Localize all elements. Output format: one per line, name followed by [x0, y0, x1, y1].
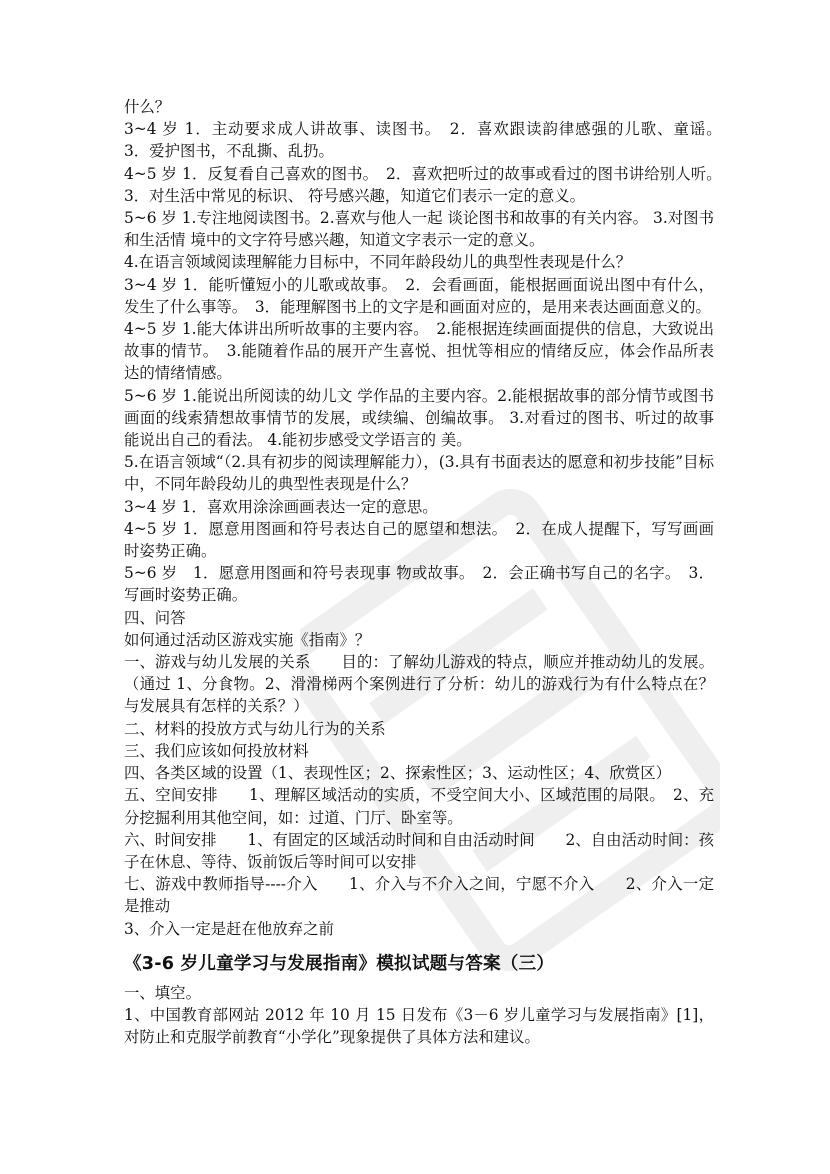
qa-item-7: 七、游戏中教师指导----介入 1、介入与不介入之间，宁愿不介入 2、介入一定是推动 — [124, 875, 714, 916]
qa-item-6: 六、时间安排 1、有固定的区域活动时间和自由活动时间 2、自由活动时间：孩子在休息、等待、饭前饭后等时间可以安排 — [124, 830, 714, 871]
qa-item-4: 四、各类区域的设置（1、表现性区；2、探索性区；3、运动性区；4、欣赏区） — [124, 764, 672, 783]
qa-item-3: 三、我们应该如何投放材料 — [124, 741, 309, 760]
fill-in-item-1: 1、中国教育部网站 2012 年 10 月 15 日发布《3－6 岁儿童学习与发展指南》[1]，对防止和克服学前教育“小学化”现象提供了具体方法和建议。 — [124, 1005, 714, 1047]
paragraph: 3~4 岁 1．能听懂短小的儿歌或故事。 2．会看画面，能根据画面说出图中有什么，发生了什么事等。 3．能理解图书上的文字是和画面对应的，是用来表达画面意义的。 — [124, 275, 714, 316]
paragraph: 3~4 岁 1．主动要求成人讲故事、读图书。 2．喜欢跟读韵律感强的儿歌、童谣。 3．爱护图书，不乱撕、乱扔。 — [124, 120, 730, 161]
paragraph: 什么？ — [124, 98, 171, 116]
document-body — [124, 96, 730, 1048]
paragraph: 5~6 岁 1．愿意用图画和符号表现事 物或故事。 2．会正确书写自己的名字。 3．写画时姿势正确。 — [124, 564, 714, 605]
paragraph: 4~5 岁 1.能大体讲出所听故事的主要内容。 2.能根据连续画面提供的信息，大致说出故事的情节。 3.能随着作品的展开产生喜悦、担忧等相应的情绪反应，体会作品所表达的情绪情感。 — [124, 320, 714, 383]
qa-item-5: 五、空间安排 1、理解区域活动的实质，不受空间大小、区域范围的局限。 2、充分挖掘利用其他空间，如：过道、门厅、卧室等。 — [124, 786, 714, 827]
paragraph: 3~4 岁 1．喜欢用涂涂画画表达一定的意思。 — [124, 497, 438, 516]
qa-item-1: 一、游戏与幼儿发展的关系 目的：了解幼儿游戏的特点，顺应并推动幼儿的发展。（通过 1、分食物。2、滑滑梯两个案例进行了分析：幼儿的游戏行为有什么特点在？与发展具有怎样的关系？） — [124, 653, 714, 716]
qa-item-7-continued: 3、介入一定是赶在他放弃之前 — [124, 919, 334, 938]
qa-item-2: 二、材料的投放方式与幼儿行为的关系 — [124, 719, 386, 738]
fill-in-label: 一、填空。 — [124, 983, 201, 1002]
paragraph: 5~6 岁 1.专注地阅读图书。2.喜欢与他人一起 谈论图书和故事的有关内容。 3.对图书和生活情 境中的文字符号感兴趣，知道文字表示一定的意义。 — [124, 209, 714, 250]
paragraph: 4~5 岁 1．反复看自己喜欢的图书。 2．喜欢把听过的故事或看过的图书讲给别人听。 3．对生活中常见的标识、 符号感兴趣，知道它们表示一定的意义。 — [124, 164, 730, 205]
paragraph: 5~6 岁 1.能说出所阅读的幼儿文 学作品的主要内容。2.能根据故事的部分情节或图书画面的线索猜想故事情节的发展，或续编、创编故事。 3.对看过的图书、听过的故事 能说出自己的看法。 4.能初步感受文学语言的 美。 — [124, 386, 714, 450]
section-label-qa: 四、问答 — [124, 608, 186, 627]
section-title: 《3-6 岁儿童学习与发展指南》模拟试题与答案（三） — [124, 953, 555, 974]
paragraph: 4~5 岁 1．愿意用图画和符号表达自己的愿望和想法。 2．在成人提醒下，写写画画时姿势正确。 — [124, 519, 714, 561]
qa-question: 如何通过活动区游戏实施《指南》？ — [124, 630, 371, 649]
question-5: 5.在语言领域“（2.具有初步的阅读理解能力），(3.具有书面表达的愿意和初步技能”目标中，不同年龄段幼儿的典型性表现是什么？ — [124, 453, 714, 494]
question-4: 4.在语言领域阅读理解能力目标中，不同年龄段幼儿的典型性表现是什么？ — [124, 253, 632, 272]
